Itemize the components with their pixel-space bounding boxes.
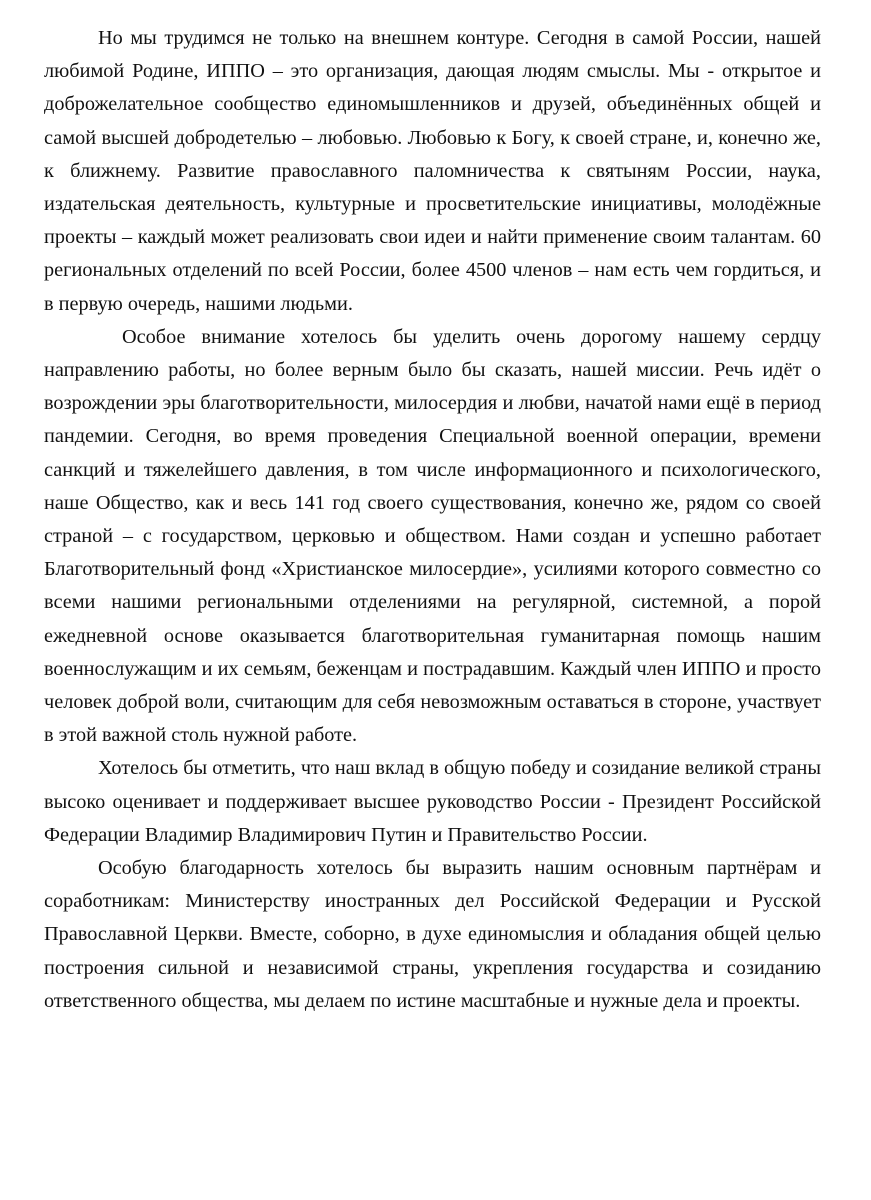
paragraph-1: Но мы трудимся не только на внешнем контуре. Сегодня в самой России, нашей любимой Родине, ИППО – это организация, дающая людям смыслы. Мы - открытое и доброжелательное сообщество единомышленников и друзей, объединённых общей и самой высшей добродетелью – любовью. Любовью к Богу, к своей стране, и, конечно же, к ближнему. Развитие православного паломничества к святыням России, наука, издательская деятельность, культурные и просветительские инициативы, молодёжные проекты – каждый может реализовать свои идеи и найти применение своим талантам. 60 региональных отделений по всей России, более 4500 членов – нам есть чем гордиться, и в первую очередь, нашими людьми. bbox=[44, 27, 821, 315]
paragraph-3: Хотелось бы отметить, что наш вклад в общую победу и созидание великой страны высоко оценивает и поддерживает высшее руководство России - Президент Российской Федерации Владимир Владимирович Путин и Правительство России. bbox=[44, 757, 821, 846]
paragraph-4: Особую благодарность хотелось бы выразить нашим основным партнёрам и соработникам: Министерству иностранных дел Российской Федерации и Русской Православной Церкви. Вместе, соборно, в духе единомыслия и обладания общей целью построения сильной и независимой страны, укрепления государства и созиданию ответственного общества, мы делаем по истине масштабные и нужные дела и проекты. bbox=[44, 857, 821, 1012]
document-page bbox=[44, 22, 821, 1018]
paragraph-2: Особое внимание хотелось бы уделить очень дорогому нашему сердцу направлению работы, но более верным было бы сказать, нашей миссии. Речь идёт о возрождении эры благотворительности, милосердия и любви, начатой нами ещё в период пандемии. Сегодня, во время проведения Специальной военной операции, времени санкций и тяжелейшего давления, в том числе информационного и психологического, наше Общество, как и весь 141 год своего существования, конечно же, рядом со своей страной – с государством, церковью и обществом. Нами создан и успешно работает Благотворительный фонд «Христианское милосердие», усилиями которого совместно со всеми нашими региональными отделениями на регулярной, системной, а порой ежедневной основе оказывается благотворительная гуманитарная помощь нашим военнослужащим и их семьям, беженцам и пострадавшим. Каждый член ИППО и просто человек доброй воли, считающим для себя невозможным оставаться в стороне, участвует в этой важной столь нужной работе. bbox=[44, 325, 821, 747]
